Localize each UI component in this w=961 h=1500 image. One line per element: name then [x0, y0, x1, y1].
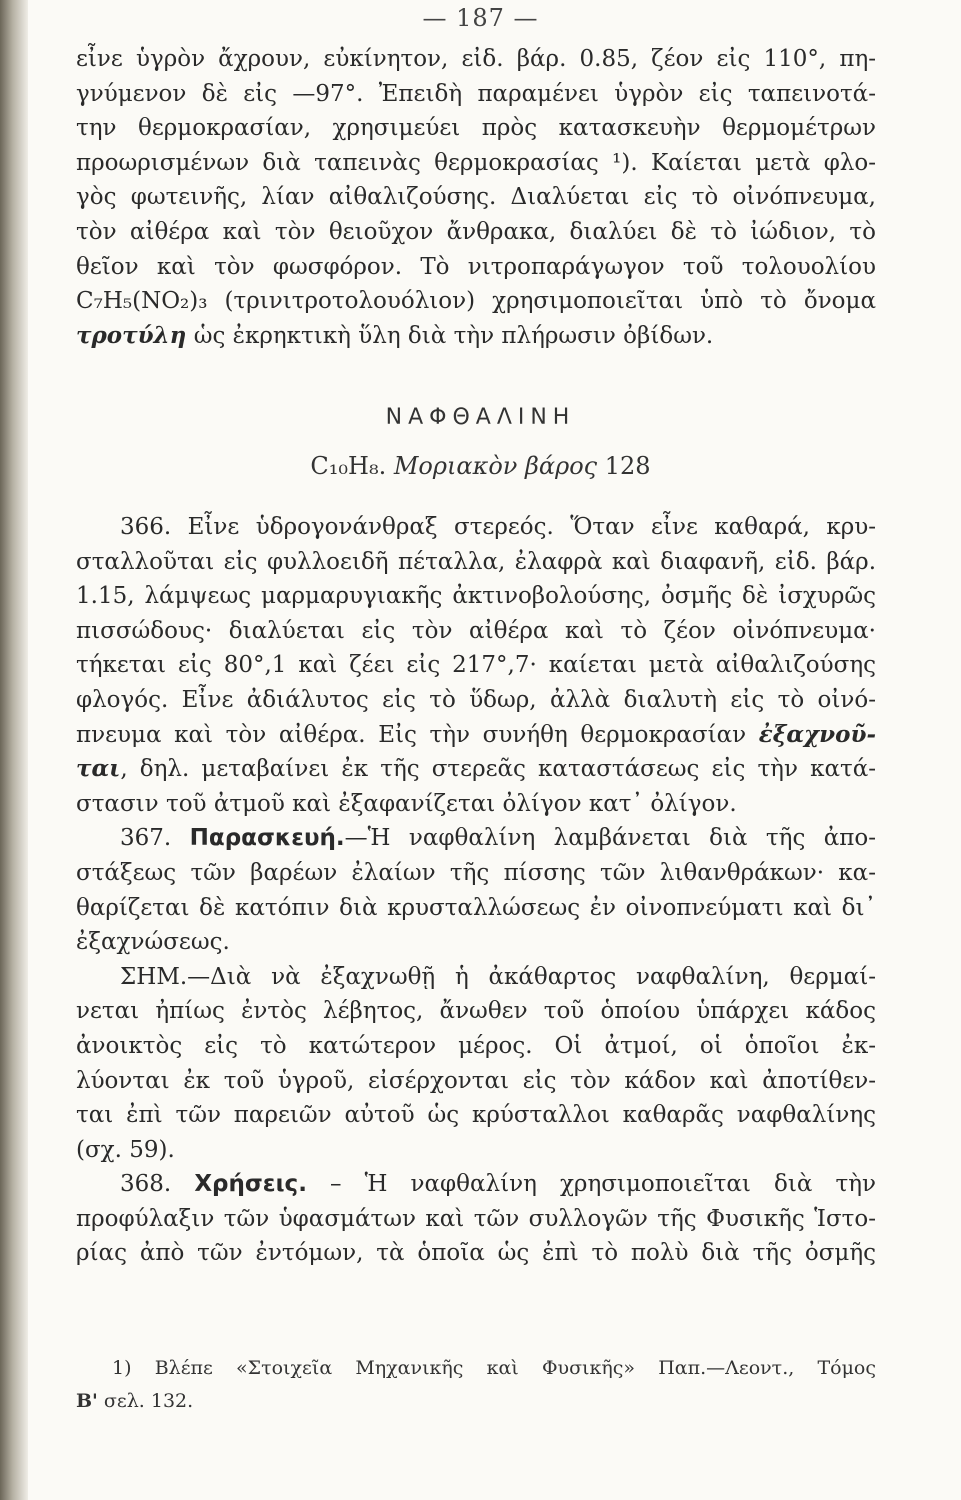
text-line: ΣΗΜ.—Διὰ νὰ ἐξαχνωθῇ ἡ ἀκάθαρτος ναφθαλίνη, θερμαί- [120, 963, 876, 990]
text-line: νεται ἠπίως ἐντὸς λέβητος, ἄνωθεν τοῦ ὁποίου ὑπάρχει κάδος [76, 998, 876, 1025]
paragraph-number: 367. [120, 825, 172, 852]
text-line: εἶνε ὑγρὸν ἄχρουν, εὐκίνητον, εἰδ. βάρ. 0.85, ζέον εἰς 110°, πη- [76, 46, 876, 72]
term-trotyl: τροτύλη [76, 321, 187, 349]
text-line: (σχ. 59). [76, 1136, 175, 1163]
footnote [76, 1352, 876, 1418]
text-line: γὸς φωτεινῆς, λίαν αἰθαλιζούσης. Διαλύεται εἰς τὸ οἰνόπνευμα, [76, 184, 876, 211]
text-line [76, 1167, 876, 1202]
text-line: θαρίζεται δὲ κατόπιν διὰ κρυσταλλώσεως ἐν οἰνοπνεύματι καὶ δι᾽ [76, 894, 876, 921]
text-line [76, 718, 876, 753]
text-line: προφύλαξιν τῶν ὑφασμάτων καὶ τῶν συλλογῶν τῆς Φυσικῆς Ἱστο- [76, 1205, 876, 1232]
main-text [76, 510, 876, 1271]
footnote-line [76, 1385, 876, 1418]
text-fragment: ὡς ἐκρηκτικὴ ὕλη διὰ τὴν πλήρωσιν ὀβίδων. [186, 322, 714, 349]
text-line: σταλλοῦται εἰς φυλλοειδῆ πέταλλα, ἐλαφρὰ καὶ διαφανῆ, εἰδ. βάρ. [76, 548, 876, 575]
text-line: ρίας ἀπὸ τῶν ἐντόμων, τὰ ὁποῖα ὡς ἐπὶ τὸ πολὺ διὰ τῆς ὀσμῆς [76, 1240, 876, 1267]
paragraph-number: 368. [120, 1171, 172, 1198]
text-line: C₇H₅(NO₂)₃ (τρινιτροτολουόλιον) χρησιμοποιεῖται ὑπὸ τὸ ὄνομα [76, 288, 876, 315]
text-line [76, 752, 876, 787]
text-fragment: , δηλ. μεταβαίνει ἐκ τῆς στερεᾶς καταστάσεως εἰς τὴν κατά- [120, 756, 876, 783]
intro-paragraph [76, 42, 876, 353]
text-line: 1.15, λάμψεως μαρμαρυγιακῆς ἀκτινοβολούσης, ὀσμῆς δὲ ἰσχυρῶς [76, 583, 876, 610]
text-line: 366. Εἶνε ὑδρογονάνθραξ στερεός. Ὅταν εἶνε καθαρά, κρυ- [120, 514, 876, 540]
text-line: λύονται ἐκ τοῦ ὑγροῦ, εἰσέρχονται εἰς τὸν κάδον καὶ ἀποτίθεν- [76, 1067, 876, 1094]
footnote-line: 1) Βλέπε «Στοιχεῖα Μηχανικῆς καὶ Φυσικῆς» Παπ.—Λεοντ., Τόμος [112, 1357, 876, 1379]
text-line: θεῖον καὶ τὸν φωσφόρον. Τὸ νιτροπαράγωγον τοῦ τολουολίου [76, 253, 876, 280]
text-line: πισσώδους· διαλύεται εἰς τὸν αἰθέρα καὶ τὸ ζέον οἰνόπνευμα· [76, 617, 876, 644]
page-number: — 187 — [422, 4, 539, 32]
text-fragment: σελ. 132. [97, 1390, 194, 1412]
page-binding-shadow [0, 0, 28, 1500]
text-line: στασιν τοῦ ἀτμοῦ καὶ ἐξαφανίζεται ὀλίγον κατ᾽ ὀλίγον. [76, 790, 737, 817]
text-line: ἐξαχνώσεως. [76, 929, 230, 956]
text-line: στάξεως τῶν βαρέων ἐλαίων τῆς πίσσης τῶν λιθανθράκων· κα- [76, 859, 876, 886]
text-line: ται ἐπὶ τῶν παρειῶν αὐτοῦ ὡς κρύσταλλοι καθαρᾶς ναφθαλίνης [76, 1102, 876, 1129]
heading-preparation: Παρασκευή. [189, 825, 345, 852]
text-line [76, 821, 876, 856]
text-fragment: πνευμα καὶ τὸν αἰθέρα. Εἰς τὴν συνήθη θερμοκρασίαν [76, 721, 759, 748]
term-sublimate: ἐξαχνοῦ- [758, 720, 876, 748]
text-fragment: —Ἡ ναφθαλίνη λαμβάνεται διὰ τῆς ἀπο- [344, 825, 876, 852]
heading-uses: Χρήσεις. [194, 1171, 307, 1198]
volume-label: Β' [76, 1390, 98, 1412]
text-line: ἀνοικτὸς εἰς τὸ κατώτερον μέρος. Οἱ ἀτμοί, οἱ ὁποῖοι ἐκ- [76, 1032, 876, 1059]
text-line: φλογός. Εἶνε ἀδιάλυτος εἰς τὸ ὕδωρ, ἀλλὰ διαλυτὴ εἰς τὸ οἰνό- [76, 686, 876, 713]
section-title: ΝΑΦΘΑΛΙΝΗ [385, 405, 576, 430]
text-line: τὸν αἰθέρα καὶ τὸν θειοῦχον ἄνθρακα, διαλύει δὲ τὸ ἰώδιον, τὸ [76, 218, 876, 245]
molar-mass-value: 128 [604, 452, 651, 480]
text-line: γνύμενον δὲ εἰς —97°. Ἐπειδὴ παραμένει ὑγρὸν εἰς ταπεινοτά- [76, 80, 876, 107]
text-line: την θερμοκρασίαν, χρησιμεύει πρὸς κατασκευὴν θερμομέτρων [76, 115, 876, 142]
section-formula-line [0, 452, 961, 480]
text-line: προωρισμένων διὰ ταπεινὰς θερμοκρασίας ¹). Καίεται μετὰ φλο- [76, 149, 876, 176]
text-fragment: – Ἡ ναφθαλίνη χρησιμοποιεῖται διὰ τὴν [306, 1171, 876, 1198]
chemical-formula: C₁₀H₈. [310, 452, 387, 480]
term-sublimate-end: ται [76, 755, 121, 783]
text-line [76, 319, 876, 354]
molar-mass-label: Μοριακὸν βάρος [393, 452, 598, 480]
text-line: τήκεται εἰς 80°,1 καὶ ζέει εἰς 217°,7· καίεται μετὰ αἰθαλιζούσης [76, 652, 876, 679]
